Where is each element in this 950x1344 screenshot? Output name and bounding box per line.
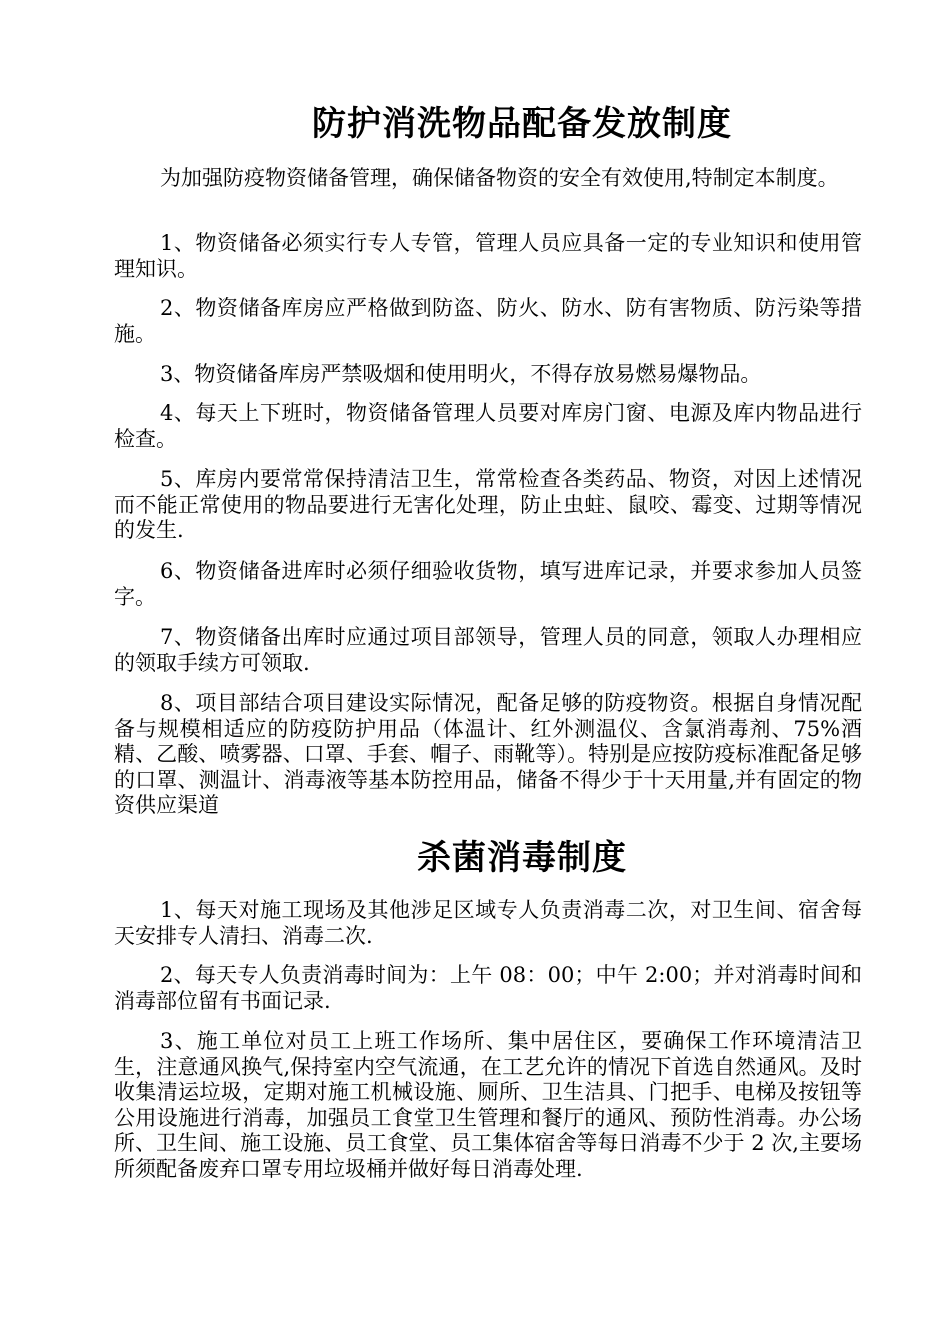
paragraph: 为加强防疫物资储备管理，确保储备物资的安全有效使用,特制定本制度。 bbox=[160, 166, 839, 190]
paragraph: 7、物资储备出库时应通过项目部领导，管理人员的同意，领取人办理相应的领取手续方可领取. bbox=[114, 625, 862, 675]
paragraph: 1、物资储备必须实行专人专管，管理人员应具备一定的专业知识和使用管理知识。 bbox=[114, 231, 862, 281]
section-title: 防护消洗物品配备发放制度 bbox=[312, 104, 732, 144]
paragraph: 1、每天对施工现场及其他涉足区域专人负责消毒二次，对卫生间、宿舍每天安排专人清扫、消毒二次. bbox=[114, 898, 862, 948]
paragraph: 3、物资储备库房严禁吸烟和使用明火，不得存放易燃易爆物品。 bbox=[160, 362, 762, 386]
paragraph: 5、库房内要常常保持清洁卫生，常常检查各类药品、物资，对因上述情况而不能正常使用的物品要进行无害化处理，防止虫蛀、鼠咬、霉变、过期等情况的发生. bbox=[114, 467, 862, 542]
paragraph: 6、物资储备进库时必须仔细验收货物，填写进库记录，并要求参加人员签字。 bbox=[114, 559, 862, 609]
paragraph: 2、每天专人负责消毒时间为：上午 08：00；中午 2:00；并对消毒时间和消毒部位留有书面记录. bbox=[114, 963, 862, 1013]
paragraph: 2、物资储备库房应严格做到防盗、防火、防水、防有害物质、防污染等措施。 bbox=[114, 296, 862, 346]
section-title: 杀菌消毒制度 bbox=[417, 838, 627, 878]
paragraph: 3、施工单位对员工上班工作场所、集中居住区，要确保工作环境清洁卫生，注意通风换气,保持室内空气流通，在工艺允许的情况下首选自然通风。及时收集清运垃圾，定期对施工机械设施、厕所、卫生洁具、门把手、电梯及按钮等公用设施进行消毒，加强员工食堂卫生管理和餐厅的通风、预防性消毒。办公场所、卫生间、施工设施、员工食堂、员工集体宿舍等每日消毒不少于 2 次,主要场所须配备废弃口罩专用垃圾桶并做好每日消毒处理. bbox=[114, 1029, 862, 1181]
paragraph: 4、每天上下班时，物资储备管理人员要对库房门窗、电源及库内物品进行检查。 bbox=[114, 401, 862, 451]
paragraph: 8、项目部结合项目建设实际情况，配备足够的防疫物资。根据自身情况配备与规模相适应的防疫防护用品（体温计、红外测温仪、含氯消毒剂、75%酒精、乙酸、喷雾器、口罩、手套、帽子、雨靴等）。特别是应按防疫标准配备足够的口罩、测温计、消毒液等基本防控用品，储备不得少于十天用量,并有固定的物资供应渠道 bbox=[114, 691, 862, 817]
